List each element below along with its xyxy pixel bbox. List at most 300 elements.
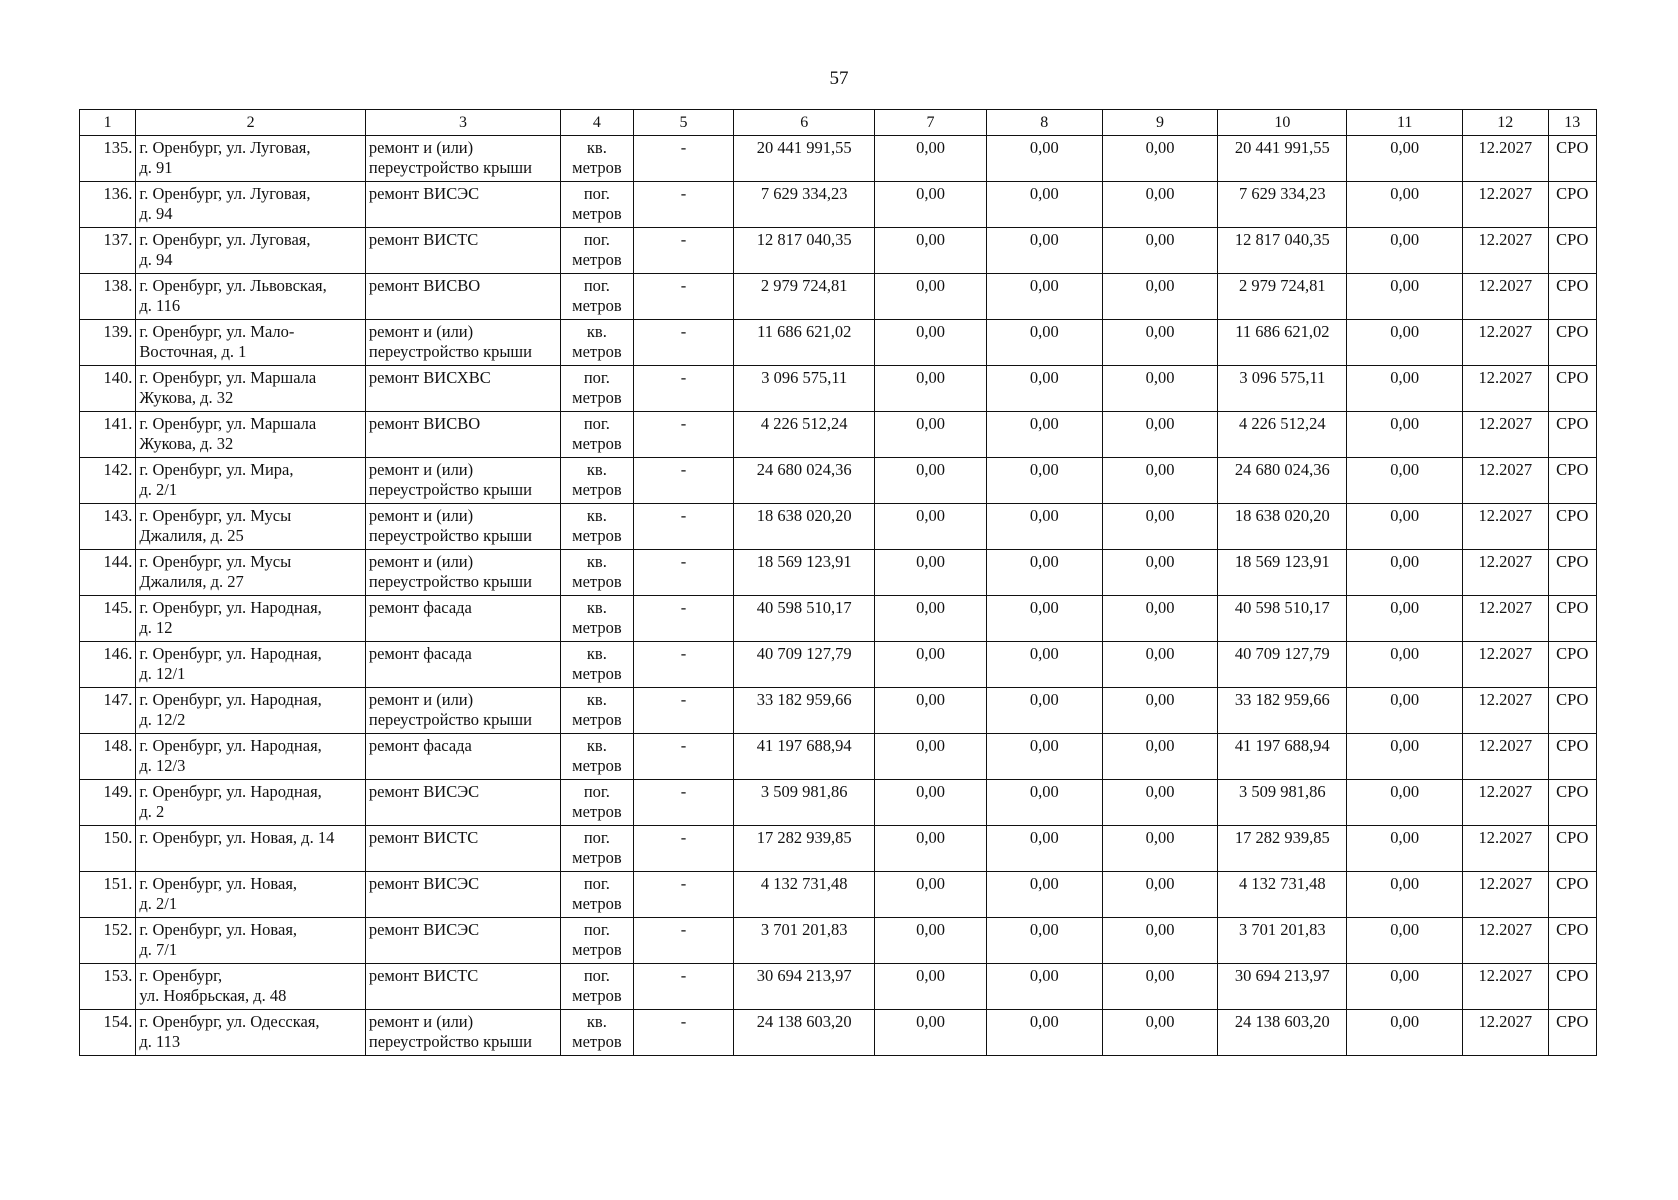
column-8-cell: 0,00	[986, 136, 1102, 182]
column-5-cell: -	[633, 964, 734, 1010]
unit-cell-line: метров	[572, 1032, 622, 1051]
table-row	[80, 872, 1597, 918]
column-header: 8	[986, 110, 1102, 136]
total-cost-cell: 3 509 981,86	[734, 780, 875, 826]
total-cost-cell: 3 096 575,11	[734, 366, 875, 412]
address-cell-line: г. Оренбург, ул. Львовская,	[139, 276, 327, 295]
work-type-cell	[365, 688, 560, 734]
column-header: 10	[1218, 110, 1347, 136]
column-11-cell: 0,00	[1347, 780, 1463, 826]
table-row	[80, 596, 1597, 642]
column-9-cell: 0,00	[1102, 688, 1218, 734]
unit-cell	[561, 826, 633, 872]
column-header: 13	[1548, 110, 1596, 136]
address-cell-line: д. 116	[139, 296, 181, 315]
executor-cell: СРО	[1548, 1010, 1596, 1056]
total-cost-cell: 40 709 127,79	[734, 642, 875, 688]
work-type-cell	[365, 366, 560, 412]
column-9-cell: 0,00	[1102, 780, 1218, 826]
row-number: 149.	[80, 780, 136, 826]
work-type-cell	[365, 1010, 560, 1056]
table-row	[80, 734, 1597, 780]
unit-cell-line: метров	[572, 204, 622, 223]
total-cost-cell: 24 138 603,20	[734, 1010, 875, 1056]
unit-cell-line: метров	[572, 480, 622, 499]
table-row	[80, 458, 1597, 504]
work-type-cell	[365, 596, 560, 642]
work-type-cell	[365, 872, 560, 918]
deadline-cell: 12.2027	[1463, 366, 1549, 412]
column-5-cell: -	[633, 734, 734, 780]
column-10-cell: 18 569 123,91	[1218, 550, 1347, 596]
unit-cell-line: метров	[572, 342, 622, 361]
work-type-cell-line: переустройство крыши	[368, 158, 532, 177]
unit-cell-line: кв.	[586, 460, 607, 479]
column-7-cell: 0,00	[875, 872, 987, 918]
work-type-cell	[365, 918, 560, 964]
column-10-cell: 40 598 510,17	[1218, 596, 1347, 642]
column-8-cell: 0,00	[986, 320, 1102, 366]
executor-cell: СРО	[1548, 458, 1596, 504]
column-7-cell: 0,00	[875, 596, 987, 642]
work-type-cell-line: ремонт ВИСВО	[368, 276, 481, 295]
table-row	[80, 550, 1597, 596]
row-number: 138.	[80, 274, 136, 320]
unit-cell-line: метров	[572, 664, 622, 683]
column-11-cell: 0,00	[1347, 688, 1463, 734]
work-type-cell-line: ремонт фасада	[368, 598, 472, 617]
work-type-cell	[365, 642, 560, 688]
column-8-cell: 0,00	[986, 688, 1102, 734]
column-5-cell: -	[633, 182, 734, 228]
unit-cell	[561, 458, 633, 504]
row-number: 147.	[80, 688, 136, 734]
total-cost-cell: 3 701 201,83	[734, 918, 875, 964]
address-cell	[136, 1010, 366, 1056]
deadline-cell: 12.2027	[1463, 780, 1549, 826]
column-8-cell: 0,00	[986, 918, 1102, 964]
column-10-cell: 12 817 040,35	[1218, 228, 1347, 274]
column-9-cell: 0,00	[1102, 136, 1218, 182]
column-11-cell: 0,00	[1347, 642, 1463, 688]
total-cost-cell: 30 694 213,97	[734, 964, 875, 1010]
column-5-cell: -	[633, 780, 734, 826]
row-number: 137.	[80, 228, 136, 274]
deadline-cell: 12.2027	[1463, 274, 1549, 320]
column-10-cell: 3 096 575,11	[1218, 366, 1347, 412]
unit-cell-line: метров	[572, 802, 622, 821]
unit-cell	[561, 550, 633, 596]
column-8-cell: 0,00	[986, 274, 1102, 320]
column-8-cell: 0,00	[986, 964, 1102, 1010]
unit-cell-line: кв.	[586, 598, 607, 617]
address-cell-line: г. Оренбург, ул. Маршала	[139, 368, 317, 387]
table-body	[80, 136, 1597, 1056]
column-8-cell: 0,00	[986, 872, 1102, 918]
table-row	[80, 366, 1597, 412]
deadline-cell: 12.2027	[1463, 872, 1549, 918]
column-header: 11	[1347, 110, 1463, 136]
unit-cell-line: метров	[572, 618, 622, 637]
column-11-cell: 0,00	[1347, 1010, 1463, 1056]
address-cell	[136, 182, 366, 228]
work-type-cell	[365, 458, 560, 504]
work-type-cell	[365, 136, 560, 182]
column-7-cell: 0,00	[875, 458, 987, 504]
unit-cell-line: пог.	[583, 782, 610, 801]
unit-cell	[561, 964, 633, 1010]
address-cell-line: д. 91	[139, 158, 173, 177]
total-cost-cell: 18 569 123,91	[734, 550, 875, 596]
unit-cell	[561, 918, 633, 964]
unit-cell	[561, 688, 633, 734]
deadline-cell: 12.2027	[1463, 1010, 1549, 1056]
work-type-cell	[365, 274, 560, 320]
column-9-cell: 0,00	[1102, 826, 1218, 872]
address-cell-line: г. Оренбург, ул. Луговая,	[139, 184, 311, 203]
work-type-cell-line: ремонт ВИСЭС	[368, 184, 480, 203]
repair-program-table	[79, 109, 1597, 1056]
column-8-cell: 0,00	[986, 458, 1102, 504]
column-10-cell: 33 182 959,66	[1218, 688, 1347, 734]
work-type-cell	[365, 826, 560, 872]
unit-cell-line: пог.	[583, 368, 610, 387]
deadline-cell: 12.2027	[1463, 412, 1549, 458]
column-11-cell: 0,00	[1347, 274, 1463, 320]
address-cell-line: г. Оренбург, ул. Народная,	[139, 736, 322, 755]
total-cost-cell: 24 680 024,36	[734, 458, 875, 504]
address-cell	[136, 872, 366, 918]
unit-cell-line: метров	[572, 894, 622, 913]
unit-cell-line: пог.	[583, 966, 610, 985]
unit-cell	[561, 1010, 633, 1056]
column-8-cell: 0,00	[986, 228, 1102, 274]
column-10-cell: 20 441 991,55	[1218, 136, 1347, 182]
work-type-cell	[365, 182, 560, 228]
unit-cell-line: метров	[572, 572, 622, 591]
work-type-cell-line: переустройство крыши	[368, 480, 532, 499]
column-5-cell: -	[633, 458, 734, 504]
column-5-cell: -	[633, 688, 734, 734]
address-cell-line: д. 2	[139, 802, 165, 821]
address-cell-line: г. Оренбург, ул. Народная,	[139, 598, 322, 617]
unit-cell-line: кв.	[586, 322, 607, 341]
address-cell-line: д. 94	[139, 250, 173, 269]
deadline-cell: 12.2027	[1463, 550, 1549, 596]
executor-cell: СРО	[1548, 964, 1596, 1010]
column-11-cell: 0,00	[1347, 734, 1463, 780]
address-cell	[136, 688, 366, 734]
column-5-cell: -	[633, 320, 734, 366]
column-7-cell: 0,00	[875, 550, 987, 596]
row-number: 145.	[80, 596, 136, 642]
deadline-cell: 12.2027	[1463, 826, 1549, 872]
work-type-cell	[365, 320, 560, 366]
deadline-cell: 12.2027	[1463, 228, 1549, 274]
total-cost-cell: 7 629 334,23	[734, 182, 875, 228]
unit-cell-line: пог.	[583, 828, 610, 847]
executor-cell: СРО	[1548, 504, 1596, 550]
executor-cell: СРО	[1548, 320, 1596, 366]
unit-cell	[561, 780, 633, 826]
address-cell-line: г. Оренбург, ул. Луговая,	[139, 230, 311, 249]
column-5-cell: -	[633, 504, 734, 550]
column-7-cell: 0,00	[875, 826, 987, 872]
address-cell	[136, 734, 366, 780]
column-7-cell: 0,00	[875, 412, 987, 458]
table-row	[80, 964, 1597, 1010]
address-cell	[136, 320, 366, 366]
address-cell-line: г. Оренбург, ул. Новая,	[139, 920, 298, 939]
work-type-cell-line: ремонт и (или)	[368, 322, 474, 341]
address-cell	[136, 274, 366, 320]
row-number: 150.	[80, 826, 136, 872]
deadline-cell: 12.2027	[1463, 136, 1549, 182]
unit-cell	[561, 136, 633, 182]
column-8-cell: 0,00	[986, 642, 1102, 688]
deadline-cell: 12.2027	[1463, 182, 1549, 228]
unit-cell-line: метров	[572, 526, 622, 545]
unit-cell-line: метров	[572, 848, 622, 867]
total-cost-cell: 17 282 939,85	[734, 826, 875, 872]
unit-cell-line: кв.	[586, 552, 607, 571]
unit-cell	[561, 182, 633, 228]
unit-cell-line: кв.	[586, 736, 607, 755]
column-11-cell: 0,00	[1347, 320, 1463, 366]
unit-cell-line: метров	[572, 986, 622, 1005]
work-type-cell-line: ремонт ВИСЭС	[368, 920, 480, 939]
address-cell-line: д. 94	[139, 204, 173, 223]
column-10-cell: 3 509 981,86	[1218, 780, 1347, 826]
column-9-cell: 0,00	[1102, 642, 1218, 688]
address-cell	[136, 964, 366, 1010]
deadline-cell: 12.2027	[1463, 458, 1549, 504]
column-11-cell: 0,00	[1347, 872, 1463, 918]
address-cell-line: г. Оренбург, ул. Народная,	[139, 690, 322, 709]
column-11-cell: 0,00	[1347, 964, 1463, 1010]
column-7-cell: 0,00	[875, 366, 987, 412]
address-cell	[136, 504, 366, 550]
work-type-cell	[365, 734, 560, 780]
address-cell	[136, 228, 366, 274]
column-10-cell: 3 701 201,83	[1218, 918, 1347, 964]
work-type-cell-line: ремонт ВИСТС	[368, 230, 479, 249]
address-cell-line: г. Оренбург, ул. Мусы	[139, 506, 292, 525]
address-cell	[136, 596, 366, 642]
column-7-cell: 0,00	[875, 228, 987, 274]
address-cell-line: г. Оренбург, ул. Мусы	[139, 552, 292, 571]
address-cell-line: ул. Ноябрьская, д. 48	[139, 986, 287, 1005]
unit-cell-line: пог.	[583, 276, 610, 295]
column-header: 12	[1463, 110, 1549, 136]
column-5-cell: -	[633, 1010, 734, 1056]
total-cost-cell: 40 598 510,17	[734, 596, 875, 642]
column-9-cell: 0,00	[1102, 550, 1218, 596]
unit-cell	[561, 642, 633, 688]
unit-cell-line: кв.	[586, 1012, 607, 1031]
column-9-cell: 0,00	[1102, 504, 1218, 550]
unit-cell-line: метров	[572, 756, 622, 775]
executor-cell: СРО	[1548, 872, 1596, 918]
work-type-cell-line: переустройство крыши	[368, 342, 532, 361]
column-10-cell: 4 132 731,48	[1218, 872, 1347, 918]
column-8-cell: 0,00	[986, 412, 1102, 458]
table-row	[80, 274, 1597, 320]
column-header: 2	[136, 110, 366, 136]
table-row	[80, 826, 1597, 872]
row-number: 153.	[80, 964, 136, 1010]
row-number: 142.	[80, 458, 136, 504]
column-5-cell: -	[633, 872, 734, 918]
unit-cell-line: метров	[572, 250, 622, 269]
column-7-cell: 0,00	[875, 642, 987, 688]
executor-cell: СРО	[1548, 228, 1596, 274]
row-number: 148.	[80, 734, 136, 780]
unit-cell-line: кв.	[586, 506, 607, 525]
column-8-cell: 0,00	[986, 780, 1102, 826]
column-5-cell: -	[633, 412, 734, 458]
table-row	[80, 320, 1597, 366]
work-type-cell-line: ремонт ВИСТС	[368, 828, 479, 847]
address-cell	[136, 136, 366, 182]
table-row	[80, 780, 1597, 826]
address-cell	[136, 366, 366, 412]
column-8-cell: 0,00	[986, 596, 1102, 642]
work-type-cell-line: переустройство крыши	[368, 710, 532, 729]
column-11-cell: 0,00	[1347, 182, 1463, 228]
column-11-cell: 0,00	[1347, 826, 1463, 872]
table-row	[80, 918, 1597, 964]
column-7-cell: 0,00	[875, 918, 987, 964]
executor-cell: СРО	[1548, 826, 1596, 872]
column-5-cell: -	[633, 550, 734, 596]
column-9-cell: 0,00	[1102, 274, 1218, 320]
executor-cell: СРО	[1548, 182, 1596, 228]
column-header: 1	[80, 110, 136, 136]
column-9-cell: 0,00	[1102, 1010, 1218, 1056]
work-type-cell-line: ремонт и (или)	[368, 506, 474, 525]
total-cost-cell: 4 226 512,24	[734, 412, 875, 458]
column-7-cell: 0,00	[875, 734, 987, 780]
column-5-cell: -	[633, 918, 734, 964]
unit-cell-line: метров	[572, 434, 622, 453]
column-9-cell: 0,00	[1102, 412, 1218, 458]
column-header: 3	[365, 110, 560, 136]
total-cost-cell: 4 132 731,48	[734, 872, 875, 918]
unit-cell	[561, 366, 633, 412]
unit-cell-line: кв.	[586, 690, 607, 709]
column-9-cell: 0,00	[1102, 872, 1218, 918]
work-type-cell-line: ремонт ВИСЭС	[368, 874, 480, 893]
executor-cell: СРО	[1548, 550, 1596, 596]
row-number: 140.	[80, 366, 136, 412]
column-11-cell: 0,00	[1347, 596, 1463, 642]
table-row	[80, 136, 1597, 182]
column-7-cell: 0,00	[875, 504, 987, 550]
unit-cell-line: пог.	[583, 920, 610, 939]
column-7-cell: 0,00	[875, 320, 987, 366]
unit-cell	[561, 274, 633, 320]
table-row	[80, 688, 1597, 734]
address-cell-line: г. Оренбург, ул. Маршала	[139, 414, 317, 433]
unit-cell-line: кв.	[586, 138, 607, 157]
column-10-cell: 11 686 621,02	[1218, 320, 1347, 366]
executor-cell: СРО	[1548, 366, 1596, 412]
unit-cell-line: пог.	[583, 184, 610, 203]
total-cost-cell: 33 182 959,66	[734, 688, 875, 734]
deadline-cell: 12.2027	[1463, 964, 1549, 1010]
work-type-cell	[365, 228, 560, 274]
column-8-cell: 0,00	[986, 550, 1102, 596]
address-cell	[136, 642, 366, 688]
column-8-cell: 0,00	[986, 366, 1102, 412]
work-type-cell-line: ремонт и (или)	[368, 1012, 474, 1031]
column-8-cell: 0,00	[986, 504, 1102, 550]
work-type-cell-line: ремонт ВИСХВС	[368, 368, 491, 387]
column-7-cell: 0,00	[875, 964, 987, 1010]
column-header: 6	[734, 110, 875, 136]
address-cell-line: Восточная, д. 1	[139, 342, 247, 361]
address-cell-line: д. 12/2	[139, 710, 186, 729]
unit-cell-line: метров	[572, 710, 622, 729]
column-5-cell: -	[633, 366, 734, 412]
column-10-cell: 18 638 020,20	[1218, 504, 1347, 550]
column-11-cell: 0,00	[1347, 136, 1463, 182]
column-header: 9	[1102, 110, 1218, 136]
address-cell-line: г. Оренбург, ул. Народная,	[139, 782, 322, 801]
address-cell-line: г. Оренбург, ул. Мира,	[139, 460, 294, 479]
column-10-cell: 4 226 512,24	[1218, 412, 1347, 458]
work-type-cell-line: переустройство крыши	[368, 572, 532, 591]
executor-cell: СРО	[1548, 642, 1596, 688]
column-5-cell: -	[633, 642, 734, 688]
deadline-cell: 12.2027	[1463, 734, 1549, 780]
unit-cell-line: пог.	[583, 230, 610, 249]
work-type-cell-line: ремонт ВИСТС	[368, 966, 479, 985]
page-number: 57	[829, 68, 849, 89]
row-number: 135.	[80, 136, 136, 182]
total-cost-cell: 18 638 020,20	[734, 504, 875, 550]
column-7-cell: 0,00	[875, 1010, 987, 1056]
address-cell-line: г. Оренбург, ул. Народная,	[139, 644, 322, 663]
column-5-cell: -	[633, 136, 734, 182]
deadline-cell: 12.2027	[1463, 320, 1549, 366]
work-type-cell-line: ремонт фасада	[368, 644, 472, 663]
table-row	[80, 504, 1597, 550]
column-5-cell: -	[633, 274, 734, 320]
address-cell-line: г. Оренбург, ул. Мало-	[139, 322, 295, 341]
row-number: 151.	[80, 872, 136, 918]
address-cell-line: д. 12/3	[139, 756, 186, 775]
address-cell	[136, 826, 366, 872]
address-cell-line: д. 2/1	[139, 894, 178, 913]
work-type-cell	[365, 412, 560, 458]
column-9-cell: 0,00	[1102, 182, 1218, 228]
row-number: 136.	[80, 182, 136, 228]
column-9-cell: 0,00	[1102, 964, 1218, 1010]
executor-cell: СРО	[1548, 918, 1596, 964]
column-11-cell: 0,00	[1347, 228, 1463, 274]
column-5-cell: -	[633, 596, 734, 642]
unit-cell	[561, 412, 633, 458]
column-9-cell: 0,00	[1102, 596, 1218, 642]
column-8-cell: 0,00	[986, 1010, 1102, 1056]
table-row	[80, 182, 1597, 228]
column-7-cell: 0,00	[875, 182, 987, 228]
table-row	[80, 412, 1597, 458]
executor-cell: СРО	[1548, 596, 1596, 642]
deadline-cell: 12.2027	[1463, 596, 1549, 642]
